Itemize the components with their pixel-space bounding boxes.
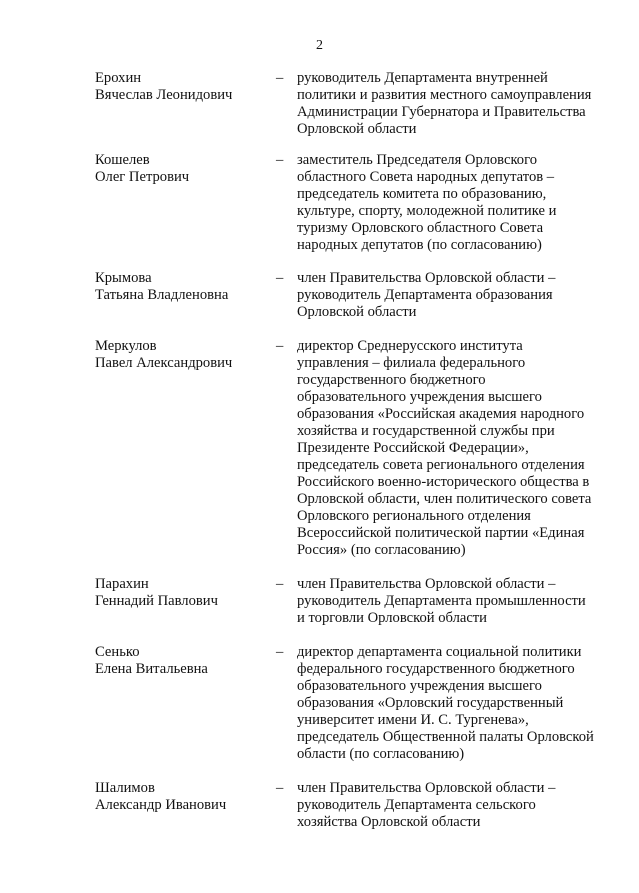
separator-dash: – [276,70,284,86]
role-line: области (по согласованию) [297,746,465,762]
role-line: руководитель Департамента образования [297,287,553,303]
role-line: заместитель Председателя Орловского [297,152,538,168]
separator-dash: – [276,644,284,660]
role-line: образования «Российская академия народного [297,406,585,422]
role-line: Россия» (по согласованию) [297,542,466,558]
role-line: член Правительства Орловской области – [297,576,556,592]
member-role [297,338,612,559]
member-surname: Сенько [95,644,140,660]
member-role [297,70,612,138]
member-surname: Меркулов [95,338,157,354]
role-line: образовательного учреждения высшего [297,678,542,694]
role-line: государственного бюджетного [297,372,486,388]
role-line: председатель комитета по образованию, [297,186,547,202]
member-surname: Кошелев [95,152,150,168]
separator-dash: – [276,576,284,592]
role-line: областного Совета народных депутатов – [297,169,555,185]
separator-dash: – [276,270,284,286]
role-line: член Правительства Орловской области – [297,270,556,286]
role-line: Администрации Губернатора и Правительства [297,104,586,120]
role-line: директор департамента социальной политики [297,644,582,660]
role-line: Всероссийской политической партии «Единая [297,525,585,541]
member-name [95,576,270,610]
member-given-name: Александр Иванович [95,797,227,813]
role-line: образования «Орловский государственный [297,695,564,711]
member-surname: Ерохин [95,70,142,86]
member-role [297,270,612,321]
member-name [95,70,270,104]
role-line: руководитель Департамента сельского [297,797,536,813]
member-name [95,644,270,678]
role-line: хозяйства и государственной службы при [297,423,555,439]
member-name [95,270,270,304]
member-surname: Крымова [95,270,152,286]
role-line: член Правительства Орловской области – [297,780,556,796]
member-given-name: Геннадий Павлович [95,593,218,609]
member-name [95,152,270,186]
role-line: и торговли Орловской области [297,610,487,626]
role-line: директор Среднерусского института [297,338,523,354]
role-line: руководитель Департамента внутренней [297,70,548,86]
role-line: Орловской области [297,121,417,137]
role-line: хозяйства Орловской области [297,814,481,830]
member-name [95,338,270,372]
member-name [95,780,270,814]
member-given-name: Олег Петрович [95,169,190,185]
member-given-name: Елена Витальевна [95,661,208,677]
member-role [297,152,612,254]
role-line: Орловского регионального отделения [297,508,531,524]
role-line: федерального государственного бюджетного [297,661,575,677]
role-line: народных депутатов (по согласованию) [297,237,542,253]
member-surname: Парахин [95,576,149,592]
role-line: культуре, спорту, молодежной политике и [297,203,557,219]
member-role [297,576,612,627]
role-line: туризму Орловского областного Совета [297,220,544,236]
role-line: председатель Общественной палаты Орловской [297,729,594,745]
member-role [297,780,612,831]
member-given-name: Татьяна Владленовна [95,287,229,303]
separator-dash: – [276,152,284,168]
separator-dash: – [276,338,284,354]
role-line: Орловской области, член политического совета [297,491,592,507]
member-given-name: Вячеслав Леонидович [95,87,233,103]
role-line: управления – филиала федерального [297,355,526,371]
role-line: Президенте Российской Федерации», [297,440,529,456]
role-line: Орловской области [297,304,417,320]
role-line: Российского военно-исторического общества в [297,474,590,490]
member-given-name: Павел Александрович [95,355,233,371]
role-line: председатель совета регионального отделения [297,457,585,473]
member-role [297,644,612,763]
member-surname: Шалимов [95,780,155,796]
separator-dash: – [276,780,284,796]
role-line: политики и развития местного самоуправления [297,87,592,103]
role-line: университет имени И. С. Тургенева», [297,712,529,728]
role-line: руководитель Департамента промышленности [297,593,586,609]
page-number: 2 [316,38,323,53]
role-line: образовательного учреждения высшего [297,389,542,405]
